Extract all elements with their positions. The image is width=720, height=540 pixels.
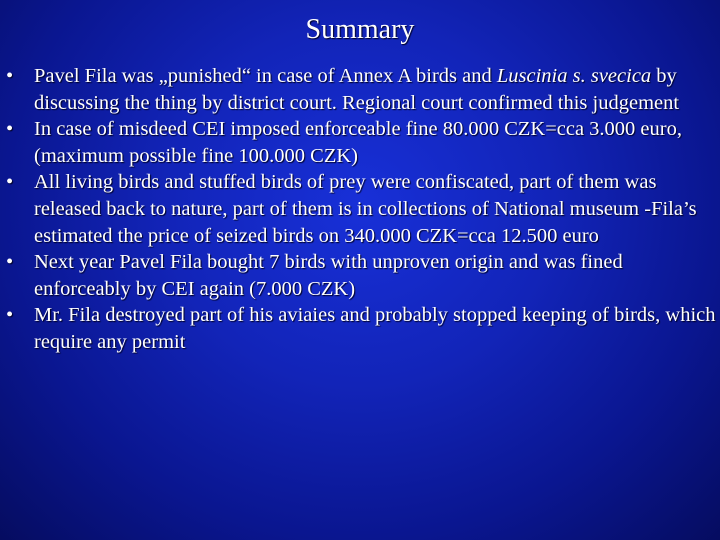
bullet-text-part: Pavel Fila was „punished“ in case of Annex A birds and bbox=[34, 65, 497, 87]
bullet-marker: • bbox=[6, 251, 14, 274]
bullet-text: All living birds and stuffed birds of prey were confiscated, part of them was released back to nature, part of them is in collections of National museum -Fila’s estimated the price of seized birds on 340.000 CZK=cca 12.500 euro bbox=[34, 171, 697, 247]
bullet-list bbox=[6, 63, 716, 356]
bullet-item bbox=[6, 116, 716, 169]
bullet-text: In case of misdeed CEI imposed enforceable fine 80.000 CZK=cca 3.000 euro, (maximum possible fine 100.000 CZK) bbox=[34, 118, 682, 167]
bullet-marker: • bbox=[6, 171, 14, 194]
bullet-text: Mr. Fila destroyed part of his aviaies and probably stopped keeping of birds, which require any permit bbox=[34, 304, 716, 353]
bullet-item bbox=[6, 169, 716, 249]
slide-title: Summary bbox=[305, 14, 415, 45]
bullet-marker: • bbox=[6, 304, 14, 327]
bullet-text-part: by discussing the thing by district court. Regional court confirmed this judgement bbox=[34, 65, 680, 114]
bullet-item bbox=[6, 302, 716, 355]
bullet-marker: • bbox=[6, 65, 14, 87]
bullet-item bbox=[6, 249, 716, 302]
species-name: Luscinia s. svecica bbox=[496, 65, 652, 87]
bullet-item bbox=[6, 63, 716, 116]
bullet-text: Next year Pavel Fila bought 7 birds with unproven origin and was fined enforceably by CEI again (7.000 CZK) bbox=[34, 251, 623, 300]
bullet-marker: • bbox=[6, 118, 14, 141]
bullet-text bbox=[34, 63, 716, 116]
